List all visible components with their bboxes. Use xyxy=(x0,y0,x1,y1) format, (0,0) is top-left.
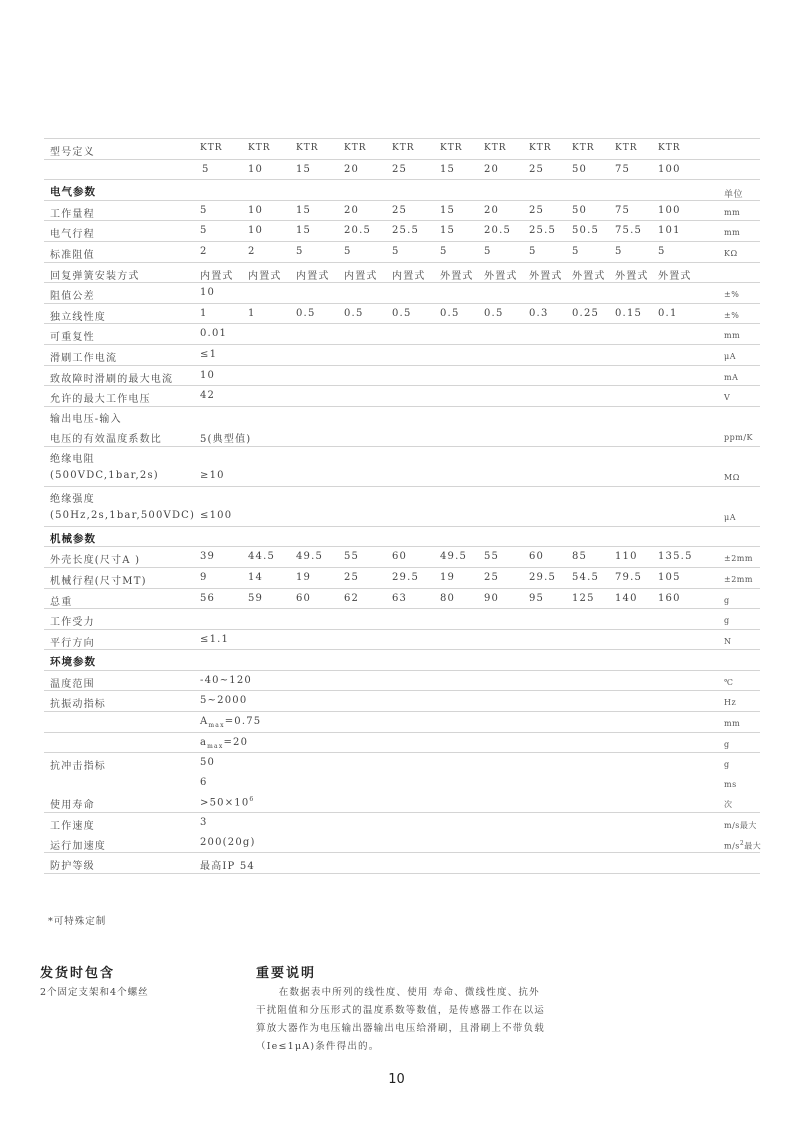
row-label: 电气行程 xyxy=(50,229,95,241)
row-value: 6 xyxy=(200,776,208,788)
table-row xyxy=(44,324,760,344)
row-value: 内置式 xyxy=(296,270,330,282)
row-value: ≤100 xyxy=(200,509,233,521)
row-label: 滑刷工作电流 xyxy=(50,352,118,364)
row-value: 100 xyxy=(658,204,681,216)
important-notes xyxy=(256,962,546,1056)
row-value: 5 xyxy=(200,204,208,216)
row-value: 外置式 xyxy=(440,270,474,282)
row-value: 95 xyxy=(529,592,545,604)
table-row xyxy=(44,833,760,853)
model-size: 100 xyxy=(658,163,681,175)
row-unit: KΩ xyxy=(724,248,738,258)
row-value: 3 xyxy=(200,817,208,829)
row-value: 80 xyxy=(440,592,456,604)
row-value: 75.5 xyxy=(615,225,643,237)
row-value: 44.5 xyxy=(248,551,276,563)
row-unit: Hz xyxy=(724,698,737,708)
shipping-contents xyxy=(40,962,149,998)
model-size: 25 xyxy=(392,163,408,175)
table-row xyxy=(44,201,760,221)
row-value: 25 xyxy=(392,204,408,216)
row-unit xyxy=(724,840,761,852)
row-value: 19 xyxy=(296,571,312,583)
table-row xyxy=(44,733,760,753)
mechanical-rows xyxy=(44,547,760,650)
table-row xyxy=(44,712,760,732)
row-unit: mm xyxy=(724,228,741,238)
row-label: 抗振动指标 xyxy=(50,699,106,711)
row-value: 最高IP 54 xyxy=(200,861,255,873)
row-value: 1 xyxy=(248,307,256,319)
table-row xyxy=(44,366,760,386)
table-row xyxy=(44,304,760,324)
unit-header: 单位 xyxy=(724,190,744,201)
unit-rest: 最大 xyxy=(744,841,762,851)
row-unit: m/s最大 xyxy=(724,821,757,831)
row-label: 温度范围 xyxy=(50,678,95,690)
row-value: 50 xyxy=(572,204,588,216)
row-value: 49.5 xyxy=(296,551,324,563)
row-value: 140 xyxy=(615,592,638,604)
row-unit: g xyxy=(724,616,730,626)
row-value xyxy=(200,737,248,750)
row-label: 独立线性度 xyxy=(50,311,106,323)
row-unit: ±% xyxy=(724,290,740,300)
row-value: 5 xyxy=(572,245,580,257)
page-number: 10 xyxy=(388,1072,405,1087)
row-value: 55 xyxy=(484,551,500,563)
row-value: 外置式 xyxy=(615,270,649,282)
table-row xyxy=(44,609,760,629)
row-unit: g xyxy=(724,760,730,770)
row-unit: MΩ xyxy=(724,472,740,482)
row-value: 0.25 xyxy=(572,307,600,319)
row-label: 致故障时滑刷的最大电流 xyxy=(50,373,174,385)
row-label: 绝缘强度 xyxy=(50,493,95,505)
row-value: 外置式 xyxy=(484,270,518,282)
footnote: *可特殊定制 xyxy=(48,916,107,927)
row-value: 85 xyxy=(572,551,588,563)
row-label: 回复弹簧安装方式 xyxy=(50,270,140,282)
row-value: 2 xyxy=(200,245,208,257)
row-value: 20 xyxy=(484,204,500,216)
model-prefix: KTR xyxy=(658,143,681,153)
model-prefix: KTR xyxy=(484,143,507,153)
row-value: 56 xyxy=(200,592,216,604)
model-size: 20 xyxy=(484,163,500,175)
row-value: 101 xyxy=(658,225,681,237)
row-unit: ±2mm xyxy=(724,574,753,584)
row-value: 内置式 xyxy=(200,270,234,282)
row-value: 0.15 xyxy=(615,307,643,319)
row-unit: mm xyxy=(724,331,741,341)
row-value: 25 xyxy=(529,204,545,216)
row-value: 90 xyxy=(484,592,500,604)
row-value: 42 xyxy=(200,390,216,402)
row-value: 25 xyxy=(344,571,360,583)
row-value: -40~120 xyxy=(200,674,252,686)
row-label: 工作速度 xyxy=(50,821,95,833)
row-value: 55 xyxy=(344,551,360,563)
row-value: 29.5 xyxy=(392,571,420,583)
row-value: 5 xyxy=(529,245,537,257)
spec-table xyxy=(44,138,760,874)
row-value: 5 xyxy=(658,245,666,257)
row-label: 型号定义 xyxy=(50,147,95,158)
row-value: 5 xyxy=(484,245,492,257)
row-value: 135.5 xyxy=(658,551,693,563)
row-unit: V xyxy=(724,393,731,403)
row-label: 可重复性 xyxy=(50,332,95,344)
row-value: 105 xyxy=(658,571,681,583)
row-label: 总重 xyxy=(50,596,73,608)
row-value: 0.5 xyxy=(392,307,412,319)
row-sublabel: 电压的有效温度系数比 xyxy=(50,433,162,445)
row-value: 160 xyxy=(658,592,681,604)
row-value: 200(20g) xyxy=(200,836,256,848)
row-value: 0.5 xyxy=(344,307,364,319)
row-value: 内置式 xyxy=(344,270,378,282)
table-row xyxy=(44,753,760,773)
row-value: ≤1 xyxy=(200,348,218,360)
model-prefix: KTR xyxy=(440,143,463,153)
row-label: 输出电压-输入 xyxy=(50,413,122,425)
value-main: a xyxy=(200,736,208,748)
row-value: 10 xyxy=(200,369,216,381)
model-definition-row xyxy=(44,139,760,159)
table-row xyxy=(44,242,760,262)
row-value: 25.5 xyxy=(392,225,420,237)
row-value: 2 xyxy=(248,245,256,257)
row-unit: g xyxy=(724,739,730,749)
row-value: 75 xyxy=(615,204,631,216)
row-value: 5 xyxy=(440,245,448,257)
table-row xyxy=(44,447,760,486)
row-value: 60 xyxy=(529,551,545,563)
row-value: 1 xyxy=(200,307,208,319)
row-unit: 次 xyxy=(724,800,733,810)
row-value: 10 xyxy=(200,287,216,299)
value-superscript: 6 xyxy=(249,796,255,804)
row-value: 20.5 xyxy=(344,225,372,237)
value-rest: =20 xyxy=(223,736,249,748)
value-subscript: max xyxy=(208,722,225,730)
row-value: 49.5 xyxy=(440,551,468,563)
row-value: 79.5 xyxy=(615,571,643,583)
model-size: 20 xyxy=(344,163,360,175)
model-prefix: KTR xyxy=(529,143,552,153)
row-sublabel: (50Hz,2s,1bar,500VDC) xyxy=(50,509,196,521)
environment-rows xyxy=(44,671,760,874)
model-prefix: KTR xyxy=(248,143,271,153)
table-row xyxy=(44,853,760,873)
row-unit: ms xyxy=(724,779,737,789)
model-size: 50 xyxy=(572,163,588,175)
row-value: 60 xyxy=(392,551,408,563)
row-label: 平行方向 xyxy=(50,637,95,649)
table-row xyxy=(44,487,760,526)
shipping-title: 发货时包含 xyxy=(40,966,116,981)
row-value xyxy=(200,796,254,808)
row-label: 阻值公差 xyxy=(50,291,95,303)
section-title: 电气参数 xyxy=(50,186,96,199)
row-label: 运行加速度 xyxy=(50,840,106,852)
row-value: 9 xyxy=(200,571,208,583)
row-value: 125 xyxy=(572,592,595,604)
row-value: ≥10 xyxy=(200,469,225,481)
row-label: 抗冲击指标 xyxy=(50,761,106,773)
model-prefix: KTR xyxy=(200,143,223,153)
section-environment xyxy=(44,650,760,670)
table-row xyxy=(44,813,760,833)
row-value: 25.5 xyxy=(529,225,557,237)
model-prefix: KTR xyxy=(572,143,595,153)
table-row xyxy=(44,386,760,406)
row-value: 15 xyxy=(440,204,456,216)
row-value: 5(典型值) xyxy=(200,433,252,445)
row-unit: mA xyxy=(724,372,739,382)
row-value: 5 xyxy=(392,245,400,257)
row-label: 使用寿命 xyxy=(50,800,95,812)
electrical-double-rows xyxy=(44,407,760,527)
table-row xyxy=(44,283,760,303)
row-value: 25 xyxy=(484,571,500,583)
row-unit: ±2mm xyxy=(724,554,753,564)
model-prefix: KTR xyxy=(296,143,319,153)
row-value: 外置式 xyxy=(529,270,563,282)
row-value xyxy=(200,716,261,729)
row-unit: μA xyxy=(724,512,736,522)
row-value: 5~2000 xyxy=(200,695,248,707)
value-main: A xyxy=(200,716,209,728)
shipping-text: 2个固定支架和4个螺丝 xyxy=(40,987,149,998)
row-value: 0.5 xyxy=(484,307,504,319)
value-main: >50×10 xyxy=(200,797,250,809)
row-value: 39 xyxy=(200,551,216,563)
row-label: 机械行程(尺寸MT) xyxy=(50,575,147,587)
row-value: 内置式 xyxy=(248,270,282,282)
row-unit: ±% xyxy=(724,310,740,320)
model-size: 75 xyxy=(615,163,631,175)
row-value: 63 xyxy=(392,592,408,604)
row-value: 5 xyxy=(615,245,623,257)
model-size: 10 xyxy=(248,163,264,175)
row-value: 15 xyxy=(440,225,456,237)
table-row xyxy=(44,263,760,283)
row-value: 14 xyxy=(248,571,264,583)
section-title: 机械参数 xyxy=(50,532,96,545)
value-subscript: max xyxy=(207,742,224,750)
model-size: 5 xyxy=(202,163,210,175)
table-row xyxy=(44,345,760,365)
row-unit: mm xyxy=(724,719,741,729)
row-value: 20 xyxy=(344,204,360,216)
row-value: 29.5 xyxy=(529,571,557,583)
row-value: 0.01 xyxy=(200,328,228,340)
row-unit: ppm/K xyxy=(724,432,753,442)
row-value: 5 xyxy=(296,245,304,257)
important-text: 在数据表中所列的线性度、使用 寿命、微线性度、抗外干扰阻值和分压形式的温度系数等数值，是传感器工作在以运算放大器作为电压输出器输出电压给滑刷，且滑刷上不带负载（Ie≤1μA)条件得出的。 xyxy=(256,987,545,1052)
table-row xyxy=(44,547,760,567)
row-value: 外置式 xyxy=(572,270,606,282)
row-value: 20.5 xyxy=(484,225,512,237)
row-value: 5 xyxy=(200,225,208,237)
row-value: 15 xyxy=(296,225,312,237)
electrical-rows xyxy=(44,201,760,407)
model-size: 15 xyxy=(296,163,312,175)
row-value: 15 xyxy=(296,204,312,216)
table-row xyxy=(44,691,760,711)
row-value: 50.5 xyxy=(572,225,600,237)
section-title: 环境参数 xyxy=(50,656,96,669)
table-row xyxy=(44,773,760,793)
model-prefix: KTR xyxy=(615,143,638,153)
row-value: 外置式 xyxy=(658,270,692,282)
section-mechanical xyxy=(44,527,760,547)
model-size: 25 xyxy=(529,163,545,175)
row-unit: g xyxy=(724,595,730,605)
row-value: 0.5 xyxy=(296,307,316,319)
table-row xyxy=(44,568,760,588)
row-label: 工作量程 xyxy=(50,208,95,220)
unit-main: m/s xyxy=(724,841,740,851)
row-label: 防护等级 xyxy=(50,861,95,873)
divider xyxy=(44,873,760,874)
table-row xyxy=(44,589,760,609)
row-label: 标准阻值 xyxy=(50,249,95,261)
table-row xyxy=(44,221,760,241)
row-value: 0.3 xyxy=(529,307,549,319)
row-value: 0.5 xyxy=(440,307,460,319)
row-value: 50 xyxy=(200,757,216,769)
row-label: 绝缘电阻 xyxy=(50,453,95,465)
row-value: 19 xyxy=(440,571,456,583)
unit-superscript: 2 xyxy=(739,839,745,847)
table-row xyxy=(44,671,760,691)
row-value: 54.5 xyxy=(572,571,600,583)
section-electrical xyxy=(44,180,760,200)
model-size: 15 xyxy=(440,163,456,175)
table-row xyxy=(44,792,760,812)
row-unit: ℃ xyxy=(724,677,734,687)
row-value: ≤1.1 xyxy=(200,633,230,645)
row-label: 外壳长度(尺寸A ) xyxy=(50,555,141,567)
row-unit: N xyxy=(724,636,732,646)
row-value: 0.1 xyxy=(658,307,678,319)
row-value: 内置式 xyxy=(392,270,426,282)
row-unit: mm xyxy=(724,207,741,217)
row-value: 10 xyxy=(248,204,264,216)
row-value: 59 xyxy=(248,592,264,604)
model-prefix: KTR xyxy=(392,143,415,153)
model-size-row xyxy=(44,160,760,180)
row-value: 62 xyxy=(344,592,360,604)
model-prefix: KTR xyxy=(344,143,367,153)
row-value: 110 xyxy=(615,551,638,563)
important-title: 重要说明 xyxy=(256,966,317,981)
row-label: 工作受力 xyxy=(50,617,95,629)
row-unit: μA xyxy=(724,351,736,361)
row-sublabel: (500VDC,1bar,2s) xyxy=(50,469,159,481)
row-value: 5 xyxy=(344,245,352,257)
table-row xyxy=(44,407,760,446)
row-value: 60 xyxy=(296,592,312,604)
row-label: 允许的最大工作电压 xyxy=(50,394,151,406)
table-row xyxy=(44,630,760,650)
value-rest: =0.75 xyxy=(224,716,262,728)
row-value: 10 xyxy=(248,225,264,237)
